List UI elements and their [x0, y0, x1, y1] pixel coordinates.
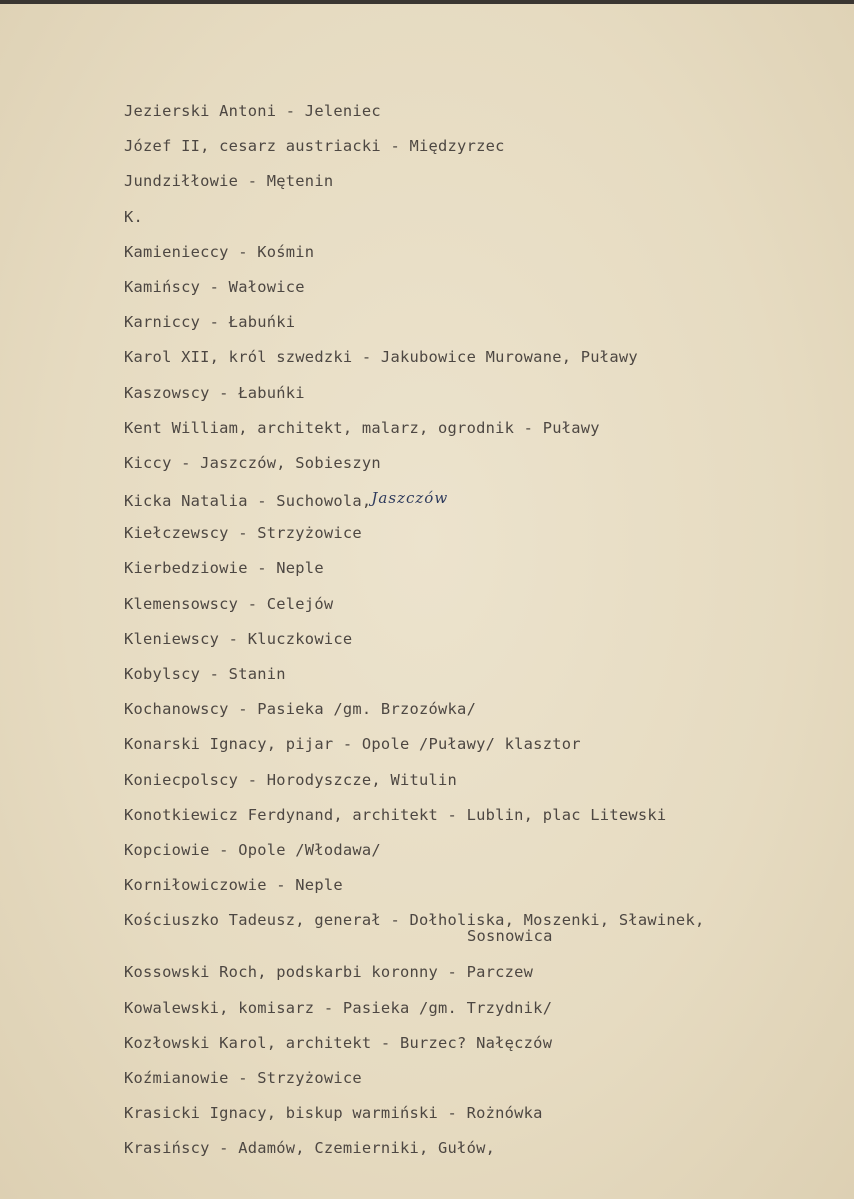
- handwritten-annotation: Jaszczów: [371, 489, 449, 508]
- document-page: [0, 4, 854, 1199]
- index-entry: Karol XII, król szwedzki - Jakubowice Murowane, Puławy: [124, 348, 638, 367]
- index-entry: Jundziłłowie - Mętenin: [124, 172, 334, 191]
- index-entry: Kierbedziowie - Neple: [124, 559, 324, 578]
- index-entry: Karniccy - Łabuńki: [124, 313, 296, 332]
- index-entry: [124, 485, 834, 520]
- index-entry: Kozłowski Karol, architekt - Burzec? Nałęczów: [124, 1033, 553, 1052]
- index-entry: Kleniewscy - Kluczkowice: [124, 629, 353, 648]
- index-entry: Kopciowie - Opole /Włodawa/: [124, 840, 381, 859]
- index-entry: Krasińscy - Adamów, Czemierniki, Gułów,: [124, 1139, 496, 1158]
- index-entry: Kiełczewscy - Strzyżowice: [124, 524, 362, 543]
- index-entry: Jezierski Antoni - Jeleniec: [124, 102, 381, 120]
- index-entry: Kossowski Roch, podskarbi koronny - Parczew: [124, 963, 534, 982]
- index-entry-text: Kościuszko Tadeusz, generał - Dołholiska, Moszenki, Sławinek,: [124, 911, 705, 930]
- index-entry: Kochanowscy - Pasieka /gm. Brzozówka/: [124, 700, 477, 719]
- index-entry-text: Kicka Natalia - Suchowola,: [124, 492, 372, 511]
- index-entries: [124, 98, 834, 1170]
- index-entry: Kobylscy - Stanin: [124, 665, 286, 683]
- index-entry: Konotkiewicz Ferdynand, architekt - Lublin, plac Litewski: [124, 805, 667, 824]
- index-entry: Kamienieccy - Kośmin: [124, 242, 315, 261]
- index-entry: Kamińscy - Wałowice: [124, 277, 305, 296]
- index-entry: [124, 907, 834, 959]
- index-entry: Kent William, architekt, malarz, ogrodnik - Puławy: [124, 418, 600, 437]
- index-entry: Kiccy - Jaszczów, Sobieszyn: [124, 453, 381, 472]
- index-entry: Koźmianowie - Strzyżowice: [124, 1068, 362, 1087]
- index-entry: Koniecpolscy - Horodyszcze, Witulin: [124, 770, 458, 789]
- index-entry: Konarski Ignacy, pijar - Opole /Puławy/ klasztor: [124, 735, 581, 754]
- index-entry: Kowalewski, komisarz - Pasieka /gm. Trzydnik/: [124, 998, 553, 1017]
- section-letter: K.: [124, 207, 144, 226]
- index-entry-continuation: Sosnowica: [467, 927, 553, 946]
- index-entry: Klemensowscy - Celejów: [124, 594, 334, 613]
- index-entry: Krasicki Ignacy, biskup warmiński - Rożnówka: [124, 1104, 543, 1123]
- index-entry: Kaszowscy - Łabuńki: [124, 383, 305, 402]
- index-entry: Józef II, cesarz austriacki - Międzyrzec: [124, 137, 505, 156]
- index-entry: Korniłowiczowie - Neple: [124, 876, 343, 895]
